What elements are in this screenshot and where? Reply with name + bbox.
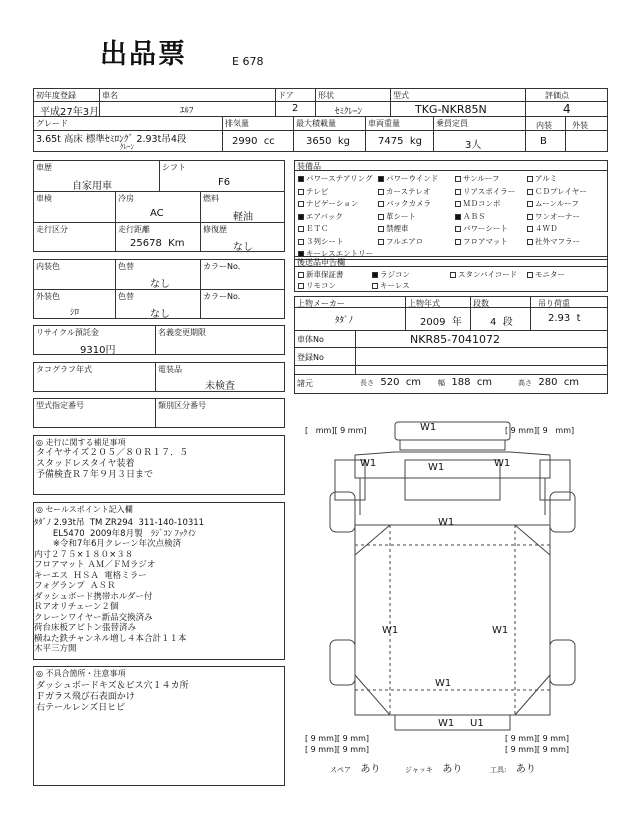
equipment-item <box>455 186 515 197</box>
equipment-item <box>298 223 329 234</box>
damage-mark: W1 <box>435 678 452 689</box>
equipment-item-label: テレビ <box>306 186 329 196</box>
interior-color-change: なし <box>150 279 170 290</box>
equipment-item <box>298 211 343 222</box>
page-title: 出品票 <box>100 39 187 70</box>
after-item-label: モニター <box>535 270 565 279</box>
electrical-label: 電装品 <box>158 365 182 374</box>
equipment-item-label: パワーステアリング <box>306 174 373 183</box>
equipment-item <box>378 223 409 234</box>
checkbox-icon <box>298 189 304 195</box>
equipment-item <box>527 236 580 247</box>
checkbox-icon <box>298 226 304 232</box>
equipment-item <box>378 186 430 197</box>
checkbox-icon <box>378 239 384 245</box>
repair-label: 修復歴 <box>203 225 227 234</box>
damage-mark: W1 <box>382 625 399 636</box>
stage-label: 段数 <box>473 299 489 308</box>
name-change-label: 名義変更期限 <box>158 328 206 337</box>
class-number-label: 類別区分番号 <box>158 401 206 410</box>
tire-rear-left-2: [ 9 mm][ 9 mm] <box>305 745 370 754</box>
recycle-fee: 9310円 <box>80 345 116 356</box>
vehicle-weight: 7475 kg <box>378 136 422 147</box>
equipment-item-label: 社外マフラー <box>535 236 580 246</box>
equipment-item <box>378 236 423 247</box>
checkbox-icon <box>455 239 461 245</box>
reg-no-label: 登録No <box>297 353 324 362</box>
width: 幅 188 cm <box>438 377 493 388</box>
after-item <box>372 280 410 291</box>
vehicle-diagram <box>300 420 610 740</box>
equipment-item-label: ムーンルーフ <box>535 199 579 208</box>
equipment-item-label: パワーウインド <box>386 174 439 183</box>
capacity-label: 乗員定員 <box>436 119 468 128</box>
damage-mark: W1 <box>438 718 455 729</box>
displacement: 2990 cc <box>232 136 275 147</box>
checkbox-icon <box>450 272 456 278</box>
frame-no: NKR85-7041072 <box>410 333 501 346</box>
equipment-item-label: ナビゲーション <box>306 199 359 208</box>
checkbox-icon <box>455 226 461 232</box>
tire-front-right: [ 9 mm][ 9 mm] <box>505 426 575 435</box>
after-item <box>527 269 565 280</box>
checkbox-icon <box>527 201 533 207</box>
displacement-label: 排気量 <box>225 119 249 128</box>
checkbox-icon <box>378 226 384 232</box>
checkbox-icon <box>527 189 533 195</box>
damage-mark: W1 <box>428 462 445 473</box>
tools: 工具: あり <box>490 764 536 775</box>
supplement-text: タイヤサイズ２０５／８０Ｒ１７．５ スタッドレスタイヤ装着 予備検査Ｒ７年９月３日まで <box>36 448 189 480</box>
inspection-label: 車検 <box>36 194 52 203</box>
first-reg: 平成27年3月 <box>40 107 100 118</box>
after-item <box>372 269 410 280</box>
equipment-item <box>455 223 508 234</box>
mileage: 25678 Km <box>130 238 185 249</box>
equipment-item-label: ３列シート <box>306 236 344 246</box>
checkbox-icon <box>378 176 384 182</box>
stage: 4 段 <box>490 317 513 328</box>
equipment-item <box>455 173 500 184</box>
checkbox-icon <box>378 201 384 207</box>
equipment-item-label: ＣＤプレイヤー <box>535 186 587 196</box>
after-item-label: リモコン <box>306 281 336 290</box>
damage-mark: W1 <box>420 422 437 433</box>
sales-point-title: ◎ セールスポイント記入欄 <box>36 505 133 514</box>
length: 長さ 520 cm <box>360 377 422 388</box>
score: 4 <box>563 102 571 116</box>
tire-front-left: [ mm][ 9 mm] <box>305 426 367 435</box>
equipment-item-label: フルエアロ <box>386 236 424 246</box>
equipment-item-label: フロアマット <box>463 236 508 246</box>
history: 自家用車 <box>72 181 112 192</box>
equipment-item-label: バックカメラ <box>386 199 431 208</box>
checkbox-icon <box>298 283 304 289</box>
after-item <box>450 269 517 280</box>
equipment-item-label: ４ＷＤ <box>535 224 558 233</box>
defect-text: ダッシュボードキズ＆ビス穴１４カ所 Ｆガラス飛び石表面かけ 右テールレンズ日ヒビ <box>36 681 189 713</box>
after-item-label: ラジコン <box>380 270 410 279</box>
checkbox-icon <box>372 272 378 278</box>
exterior-color-change-label: 色替 <box>118 292 134 301</box>
door-label: ドア <box>278 91 294 100</box>
max-load: 3650 kg <box>306 136 350 147</box>
body-maker-label: 上物メーカー <box>297 299 345 308</box>
dims-label: 諸元 <box>297 379 313 388</box>
first-reg-label: 初年度登録 <box>36 91 76 100</box>
damage-mark: U1 <box>470 718 484 729</box>
shape: ｾﾐｸﾚｰﾝ <box>335 107 363 117</box>
lift-load-label: 吊り荷重 <box>538 299 570 308</box>
lot-number: E 678 <box>232 55 264 68</box>
checkbox-icon <box>527 176 533 182</box>
equipment-item <box>527 198 579 209</box>
body-year-label: 上物年式 <box>408 299 440 308</box>
damage-mark: W1 <box>360 458 377 469</box>
frame-no-label: 車体No <box>297 335 324 344</box>
equipment-item <box>298 186 328 197</box>
interior-color-no-label: カラーNo. <box>203 262 241 271</box>
checkbox-icon <box>455 201 461 207</box>
equipment-item-label: 禁煙車 <box>386 224 409 233</box>
damage-mark: W1 <box>494 458 511 469</box>
travel-class-label: 走行区分 <box>36 225 68 234</box>
equipment-item <box>527 211 580 222</box>
mileage-label: 走行距離 <box>118 225 150 234</box>
checkbox-icon <box>527 226 533 232</box>
exterior-label: 外装 <box>572 121 588 130</box>
lift-load: 2.93 t <box>548 313 581 324</box>
type-number-label: 型式指定番号 <box>36 401 84 410</box>
checkbox-icon <box>527 239 533 245</box>
equipment-item-label: アルミ <box>535 174 558 183</box>
equipment-item <box>378 198 431 209</box>
height: 高さ 280 cm <box>518 377 580 388</box>
max-load-label: 最大積載量 <box>296 119 336 128</box>
equipment-item-label: リアスポイラー <box>463 186 516 196</box>
equipment-item-label: ワンオーナー <box>535 211 580 221</box>
equipment-item-label: エアバック <box>306 211 343 221</box>
after-item <box>298 269 344 280</box>
model: TKG-NKR85N <box>415 103 487 116</box>
equipment-item-label: キーレスエントリー <box>306 249 374 258</box>
equipment-item <box>455 211 486 222</box>
after-item <box>298 280 336 291</box>
equipment-item <box>527 223 558 234</box>
checkbox-icon <box>372 283 378 289</box>
checkbox-icon <box>378 214 384 220</box>
exterior-color: ｼﾛ <box>70 308 80 318</box>
defect-title: ◎ 不具合箇所・注意事項 <box>36 669 126 678</box>
interior-score: B <box>540 136 547 147</box>
grade-line-1: 3.65t 高床 標準ｾﾐﾛﾝｸﾞ 2.93t吊4段 <box>36 134 187 145</box>
grade-line-2: ｸﾚｰﾝ <box>120 143 134 151</box>
equipment-item-label: 革シート <box>386 211 416 221</box>
interior-label: 内装 <box>536 121 552 130</box>
equipment-item-label: ＥＴＣ <box>306 224 329 233</box>
capacity: 3人 <box>465 140 482 151</box>
sales-point-text: ﾀﾀﾞﾉ 2.93t吊 TM ZR294 311-140-10311 EL5470 2009年8月製 ﾗｼﾞｺﾝ ﾌｯｸｲﾝ ※令和7年6月クレーン年次点検済 内寸２７５×１８０×３８ フロアマット ＡＭ／ＦＭラジオ キーエス ＨＳＡ 電格ミラー フォグランプ ＡＳＲ ダッシュボード携帯ホルダー付 Ｒアオリチェーン２個 クレーンワイヤー新品交換済み 荷台床板アピトン張替済み 横ねた鉄チャンネル増し４本合計１１本 木平三方開 <box>34 518 205 654</box>
exterior-color-change: なし <box>150 309 170 320</box>
checkbox-icon <box>527 272 533 278</box>
car-name: ｴﾙﾌ <box>180 106 194 116</box>
equipment-item-label: ＡＢＳ <box>463 211 486 221</box>
model-label: 型式 <box>393 91 409 100</box>
fuel: 軽油 <box>233 212 253 223</box>
equipment-item <box>527 173 557 184</box>
equipment-item <box>455 236 508 247</box>
equipment-item <box>298 173 373 184</box>
tire-rear-right-2: [ 9 mm][ 9 mm] <box>505 745 570 754</box>
grade-label: グレード <box>36 119 68 128</box>
after-items-title: 後送品申告欄 <box>297 258 345 267</box>
checkbox-icon <box>455 189 461 195</box>
equipment-item <box>378 173 438 184</box>
checkbox-icon <box>378 189 384 195</box>
equipment-item <box>298 236 344 247</box>
repair: なし <box>233 242 253 253</box>
damage-mark: W1 <box>438 517 455 528</box>
jack: ジャッキ あり <box>405 764 463 775</box>
checkbox-icon <box>298 201 304 207</box>
car-name-label: 車名 <box>102 91 118 100</box>
equipment-item <box>527 186 587 197</box>
checkbox-icon <box>455 176 461 182</box>
tacho-label: タコグラフ年式 <box>36 365 92 374</box>
body-maker: ﾀﾀﾞﾉ <box>335 316 354 326</box>
tire-rear-right-1: [ 9 mm][ 9 mm] <box>505 734 570 743</box>
equipment-item-label: ＭＤコンポ <box>463 199 501 208</box>
body-year: 2009 年 <box>420 317 462 328</box>
equipment-item <box>378 211 416 222</box>
score-label: 評価点 <box>545 91 569 100</box>
after-item-label: 新車保証書 <box>306 270 344 279</box>
exterior-color-no-label: カラーNo. <box>203 292 241 301</box>
checkbox-icon <box>298 214 304 220</box>
after-item-label: キーレス <box>380 281 410 290</box>
history-label: 車歴 <box>36 163 52 172</box>
tire-rear-left-1: [ 9 mm][ 9 mm] <box>305 734 370 743</box>
equipment-item-label: カーステレオ <box>386 186 431 196</box>
electrical: 未検査 <box>205 381 235 392</box>
equipment-title: 装備品 <box>297 162 321 171</box>
vehicle-weight-label: 車両重量 <box>368 119 400 128</box>
equipment-item-label: パワーシート <box>463 224 508 233</box>
exterior-color-label: 外装色 <box>36 292 60 301</box>
recycle-label: リサイクル預託金 <box>36 328 99 337</box>
shift-label: シフト <box>162 163 186 172</box>
after-item-label: スタンバイコード <box>458 270 518 279</box>
checkbox-icon <box>455 214 461 220</box>
checkbox-icon <box>298 176 304 182</box>
shape-label: 形状 <box>318 91 334 100</box>
equipment-item <box>455 198 501 209</box>
spare-tire: スペア あり <box>330 764 381 775</box>
interior-color-label: 内装色 <box>36 262 60 271</box>
checkbox-icon <box>298 272 304 278</box>
cooler: AC <box>150 208 164 219</box>
interior-color-change-label: 色替 <box>118 262 134 271</box>
door: 2 <box>292 103 299 114</box>
checkbox-icon <box>298 239 304 245</box>
damage-mark: W1 <box>492 625 509 636</box>
shift: F6 <box>218 177 231 188</box>
equipment-item-label: サンルーフ <box>463 174 500 183</box>
fuel-label: 燃料 <box>203 194 219 203</box>
equipment-item <box>298 198 358 209</box>
supplement-title: ◎ 走行に関する補足事項 <box>36 438 126 447</box>
checkbox-icon <box>527 214 533 220</box>
cooler-label: 冷房 <box>118 194 134 203</box>
